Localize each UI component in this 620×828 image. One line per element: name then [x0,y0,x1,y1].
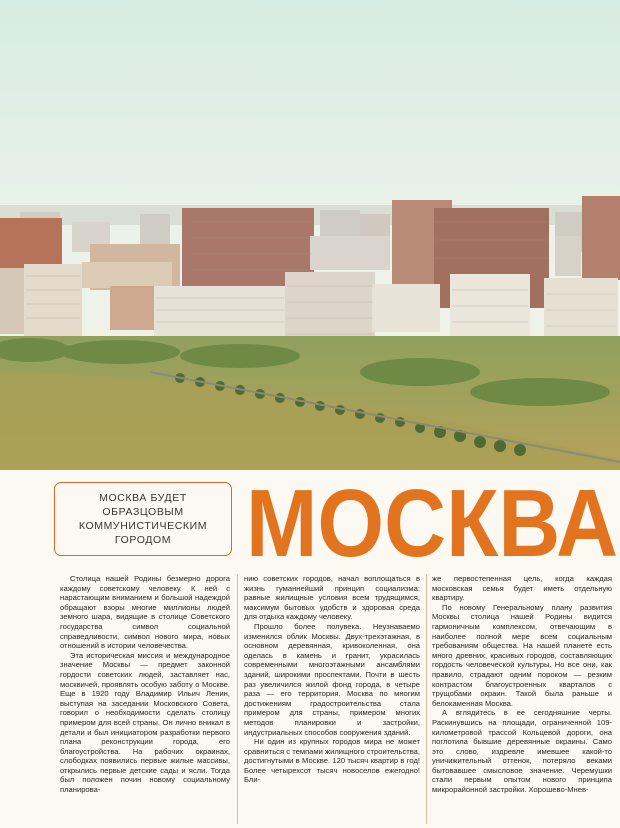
paragraph: же первостепенная цель, когда каждая московская семья будет иметь отдельную квартиру. [432,574,612,603]
column-divider [426,574,427,824]
paragraph: Эта историческая миссия и международное значение Москвы — предмет законной гордости советских людей, заставляет нас, москвичей, проявлять особую заботу о Москве. Еще в 1920 году Владимир Ильич Ленин, выступая на заседании Московского Совета, говорил о необходимости сделать столицу примером для всей страны. Он лично вникал в детали и был инициатором разработки первого плана реконструкции города, его благоустройства. На рабочих окраинах, слободках появились первые жилые массивы, открылись первые детские сады и ясли. Тогда был положен почин новому социальному планирова- [60,650,230,795]
article-column-2 [244,574,420,828]
paragraph: А вглядитесь в ее сегодняшние черты. Раскинувшись на площади, ограниченной 109-километровой трассой Кольцевой дороги, она поглотила бывшие деревянные окраины. Само это слово, издревле имевшее какой-то уничижительный оттенок, потеряло веками бытовавшее смысловое значение. Черемушки стали первым опытом нового принципа микрорайонной застройки. Хорошево-Мнев- [432,708,612,795]
tagline-line-3: КОММУНИСТИЧЕСКИМ [78,520,208,532]
paragraph: нию советских городов, начал воплощаться в жизнь гуманнейший принцип социализма: равные жилищные условия всем трудящимся, максимум бытовых удобств и здоровая среда для отдыха каждому человеку. [244,574,420,622]
paragraph: По новому Генеральному плану развития Москвы столица нашей Родины видится гармоничным комплексом, отвечающим в наиболее полной мере всем социальным требованиям общества. На нашей планете есть много древних, красивых городов, составляющих гордость человеческой культуры. Но все они, как правило, страдают одним пороком — резким контрастом благоустроенных кварталов с трущобами окраин. Такой была раньше и белокаменная Москва. [432,602,612,708]
article-column-3 [432,574,612,828]
paragraph: Ни один из крупных городов мира не может сравниться с темпами жилищного строительства, достигнутыми в Москве. 120 тысяч квартир в год! Более четырехсот тысяч новоселов ежегодно! Бли- [244,737,420,785]
tagline-box [54,482,232,556]
tagline-line-1: МОСКВА БУДЕТ [99,492,187,504]
article-column-1 [60,574,230,828]
tagline-line-2: ОБРАЗЦОВЫМ [102,506,184,518]
masthead-title-text: МОСКВА [246,476,618,564]
paragraph: Прошло более полувека. Неузнаваемо изменился облик Москвы. Двух-трехэтажная, в основном деревянная, кривоколенная, она оделась в камень и гранит, украсилась современными многоэтажными ансамблями зданий, широкими проспектами. Почти в шесть раз увеличился жилой фонд города, в четыре раза — его территория. Москва по многим достижениям градостроительства стала примером для страны, примером многих методов планировки и застройки, индустриальных способов сооружения зданий. [244,621,420,737]
tagline-line-4: ГОРОДОМ [114,534,172,546]
paragraph: Столица нашей Родины безмерно дорога каждому советскому человеку. К ней с нарастающим вниманием и большой надеждой обращают взоры многие миллионы людей земного шара, видящие в столице Советского государства символ социальной справедливости, символ нового мира, новых отношений в истории человечества. [60,574,230,651]
masthead-title [246,476,618,564]
column-divider [237,574,238,824]
